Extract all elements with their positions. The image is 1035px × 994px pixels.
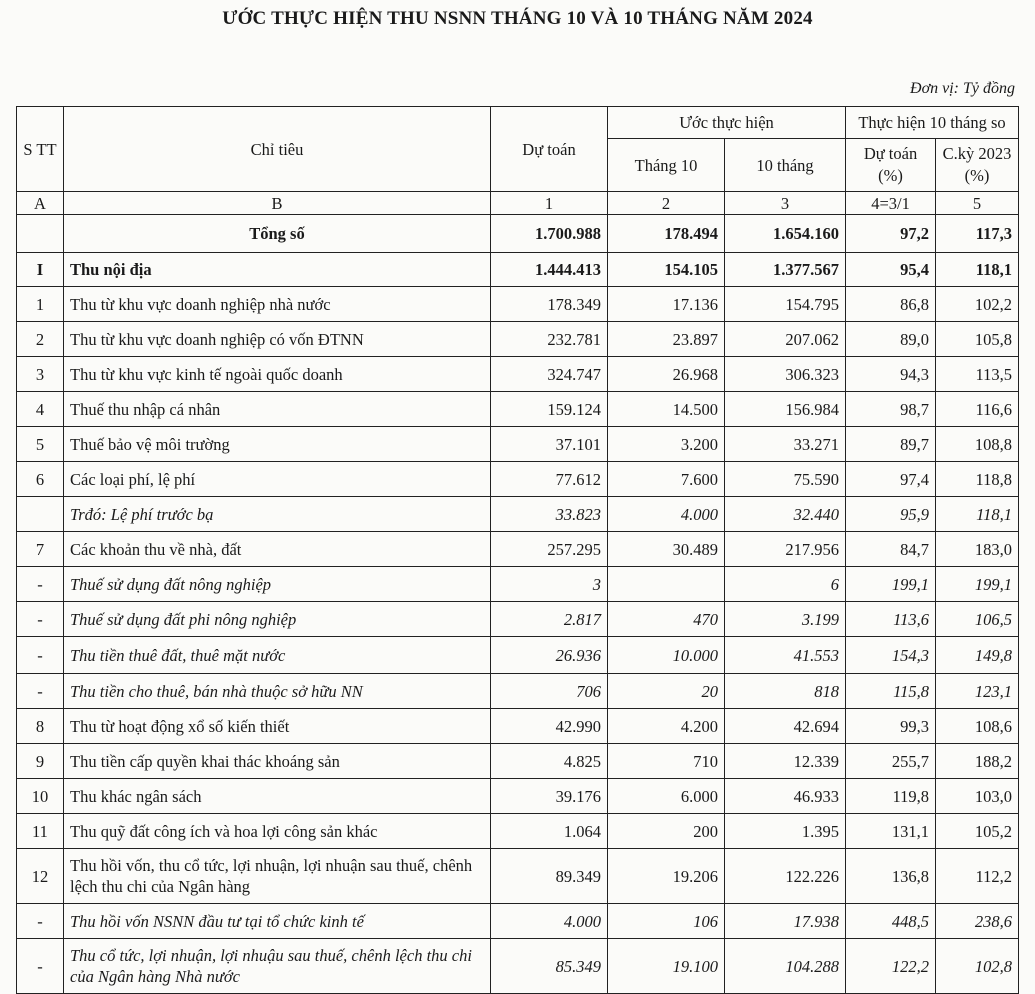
row-stt: 4 (17, 392, 64, 427)
row-thang-10: 3.200 (608, 427, 725, 462)
row-pct-du-toan: 255,7 (846, 744, 936, 779)
row-stt: - (17, 904, 64, 939)
row-pct-du-toan: 154,3 (846, 637, 936, 674)
row-pct-du-toan: 86,8 (846, 287, 936, 322)
row-stt: 6 (17, 462, 64, 497)
table-row (17, 215, 1019, 253)
row-10-thang: 217.956 (725, 532, 846, 567)
row-stt (17, 497, 64, 532)
row-name: Thu từ hoạt động xổ số kiến thiết (64, 709, 491, 744)
row-pct-du-toan: 99,3 (846, 709, 936, 744)
row-name: Thuế thu nhập cá nhân (64, 392, 491, 427)
row-10-thang: 207.062 (725, 322, 846, 357)
row-pct-cky: 123,1 (936, 674, 1019, 709)
row-pct-du-toan: 136,8 (846, 849, 936, 904)
row-du-toan: 1.444.413 (491, 253, 608, 287)
row-pct-du-toan: 84,7 (846, 532, 936, 567)
row-du-toan: 1.064 (491, 814, 608, 849)
row-name: Thu tiền thuê đất, thuê mặt nước (64, 637, 491, 674)
row-pct-du-toan: 113,6 (846, 602, 936, 637)
row-10-thang: 17.938 (725, 904, 846, 939)
row-thang-10: 6.000 (608, 779, 725, 814)
row-pct-du-toan: 448,5 (846, 904, 936, 939)
row-pct-cky: 108,6 (936, 709, 1019, 744)
row-10-thang: 46.933 (725, 779, 846, 814)
row-name: Thu từ khu vực doanh nghiệp có vốn ĐTNN (64, 322, 491, 357)
row-pct-du-toan: 119,8 (846, 779, 936, 814)
table-row (17, 253, 1019, 287)
row-du-toan: 33.823 (491, 497, 608, 532)
row-thang-10: 154.105 (608, 253, 725, 287)
header-10-thang: 10 tháng (725, 139, 846, 192)
row-10-thang: 1.377.567 (725, 253, 846, 287)
row-du-toan: 89.349 (491, 849, 608, 904)
row-pct-du-toan: 89,0 (846, 322, 936, 357)
row-pct-du-toan: 131,1 (846, 814, 936, 849)
row-10-thang: 33.271 (725, 427, 846, 462)
table-row (17, 904, 1019, 939)
table-row (17, 849, 1019, 904)
row-pct-cky: 238,6 (936, 904, 1019, 939)
table-row (17, 427, 1019, 462)
row-thang-10: 710 (608, 744, 725, 779)
row-10-thang: 122.226 (725, 849, 846, 904)
row-name: Thu cổ tức, lợi nhuận, lợi nhuậu sau thuế, chênh lệch thu chi của Ngân hàng Nhà nước (64, 939, 491, 994)
table-row (17, 392, 1019, 427)
table-row (17, 567, 1019, 602)
row-stt: 9 (17, 744, 64, 779)
row-thang-10: 106 (608, 904, 725, 939)
header-du-toan: Dự toán (491, 107, 608, 192)
row-stt (17, 215, 64, 253)
header-du-toan-pct: Dự toán (%) (846, 139, 936, 192)
row-stt: - (17, 602, 64, 637)
row-10-thang: 1.654.160 (725, 215, 846, 253)
row-thang-10: 23.897 (608, 322, 725, 357)
row-thang-10: 4.000 (608, 497, 725, 532)
row-thang-10: 10.000 (608, 637, 725, 674)
row-10-thang: 75.590 (725, 462, 846, 497)
row-name: Thuế sử dụng đất phi nông nghiệp (64, 602, 491, 637)
index-cell: 5 (936, 192, 1019, 215)
header-thuc-hien-so: Thực hiện 10 tháng so (846, 107, 1019, 139)
header-uoc-thuc-hien: Ước thực hiện (608, 107, 846, 139)
index-cell: 1 (491, 192, 608, 215)
index-cell: A (17, 192, 64, 215)
row-du-toan: 159.124 (491, 392, 608, 427)
row-name: Thuế bảo vệ môi trường (64, 427, 491, 462)
row-stt: 8 (17, 709, 64, 744)
index-cell: 3 (725, 192, 846, 215)
index-cell: B (64, 192, 491, 215)
row-name: Thu hồi vốn, thu cổ tức, lợi nhuận, lợi nhuận sau thuế, chênh lệch thu chi của Ngân hàng (64, 849, 491, 904)
row-thang-10: 17.136 (608, 287, 725, 322)
header-chi-tieu: Chỉ tiêu (64, 107, 491, 192)
table-row (17, 779, 1019, 814)
row-du-toan: 3 (491, 567, 608, 602)
row-thang-10: 178.494 (608, 215, 725, 253)
row-10-thang: 156.984 (725, 392, 846, 427)
row-du-toan: 4.000 (491, 904, 608, 939)
revenue-table (16, 106, 1019, 994)
unit-label: Đơn vị: Tỷ đồng (910, 80, 1015, 97)
row-name: Thuế sử dụng đất nông nghiệp (64, 567, 491, 602)
row-10-thang: 41.553 (725, 637, 846, 674)
table-row (17, 602, 1019, 637)
row-pct-cky: 108,8 (936, 427, 1019, 462)
row-name: Thu tiền cho thuê, bán nhà thuộc sở hữu NN (64, 674, 491, 709)
row-name: Tổng số (64, 215, 491, 253)
row-stt: 7 (17, 532, 64, 567)
row-stt: - (17, 637, 64, 674)
row-du-toan: 39.176 (491, 779, 608, 814)
row-name: Thu nội địa (64, 253, 491, 287)
row-pct-cky: 117,3 (936, 215, 1019, 253)
table-row (17, 744, 1019, 779)
row-10-thang: 1.395 (725, 814, 846, 849)
row-stt: - (17, 567, 64, 602)
row-pct-cky: 118,1 (936, 253, 1019, 287)
row-thang-10: 20 (608, 674, 725, 709)
row-stt: I (17, 253, 64, 287)
row-pct-du-toan: 95,4 (846, 253, 936, 287)
table-row (17, 939, 1019, 994)
row-pct-du-toan: 89,7 (846, 427, 936, 462)
row-10-thang: 154.795 (725, 287, 846, 322)
row-10-thang: 818 (725, 674, 846, 709)
row-name: Các khoản thu về nhà, đất (64, 532, 491, 567)
row-stt: - (17, 674, 64, 709)
row-pct-du-toan: 98,7 (846, 392, 936, 427)
row-name: Thu quỹ đất công ích và hoa lợi công sản khác (64, 814, 491, 849)
row-pct-cky: 118,1 (936, 497, 1019, 532)
row-du-toan: 706 (491, 674, 608, 709)
row-pct-cky: 102,2 (936, 287, 1019, 322)
row-stt: 12 (17, 849, 64, 904)
header-cky-pct: C.kỳ 2023 (%) (936, 139, 1019, 192)
row-10-thang: 306.323 (725, 357, 846, 392)
index-cell: 4=3/1 (846, 192, 936, 215)
row-thang-10: 7.600 (608, 462, 725, 497)
table-row (17, 287, 1019, 322)
row-name: Trđó: Lệ phí trước bạ (64, 497, 491, 532)
table-row (17, 497, 1019, 532)
row-pct-du-toan: 115,8 (846, 674, 936, 709)
row-thang-10: 4.200 (608, 709, 725, 744)
row-10-thang: 3.199 (725, 602, 846, 637)
table-row (17, 322, 1019, 357)
table-row (17, 674, 1019, 709)
row-name: Thu từ khu vực kinh tế ngoài quốc doanh (64, 357, 491, 392)
row-stt: 2 (17, 322, 64, 357)
row-du-toan: 1.700.988 (491, 215, 608, 253)
table-row (17, 462, 1019, 497)
row-stt: 1 (17, 287, 64, 322)
row-pct-du-toan: 199,1 (846, 567, 936, 602)
row-pct-cky: 106,5 (936, 602, 1019, 637)
row-pct-du-toan: 97,4 (846, 462, 936, 497)
row-stt: 10 (17, 779, 64, 814)
row-du-toan: 42.990 (491, 709, 608, 744)
row-thang-10: 14.500 (608, 392, 725, 427)
index-cell: 2 (608, 192, 725, 215)
row-pct-cky: 149,8 (936, 637, 1019, 674)
row-du-toan: 178.349 (491, 287, 608, 322)
header-thang-10: Tháng 10 (608, 139, 725, 192)
row-du-toan: 37.101 (491, 427, 608, 462)
row-stt: 5 (17, 427, 64, 462)
row-thang-10: 200 (608, 814, 725, 849)
row-thang-10 (608, 567, 725, 602)
row-name: Thu hồi vốn NSNN đầu tư tại tổ chức kinh tế (64, 904, 491, 939)
row-thang-10: 19.100 (608, 939, 725, 994)
row-10-thang: 32.440 (725, 497, 846, 532)
row-pct-cky: 112,2 (936, 849, 1019, 904)
row-du-toan: 2.817 (491, 602, 608, 637)
table-row (17, 709, 1019, 744)
row-du-toan: 26.936 (491, 637, 608, 674)
row-10-thang: 104.288 (725, 939, 846, 994)
row-pct-cky: 105,2 (936, 814, 1019, 849)
row-name: Thu khác ngân sách (64, 779, 491, 814)
row-pct-du-toan: 94,3 (846, 357, 936, 392)
row-pct-du-toan: 97,2 (846, 215, 936, 253)
table-row (17, 357, 1019, 392)
row-thang-10: 19.206 (608, 849, 725, 904)
row-pct-cky: 102,8 (936, 939, 1019, 994)
row-stt: - (17, 939, 64, 994)
row-du-toan: 85.349 (491, 939, 608, 994)
row-pct-cky: 116,6 (936, 392, 1019, 427)
row-thang-10: 26.968 (608, 357, 725, 392)
row-thang-10: 30.489 (608, 532, 725, 567)
row-stt: 11 (17, 814, 64, 849)
row-pct-cky: 103,0 (936, 779, 1019, 814)
row-pct-du-toan: 122,2 (846, 939, 936, 994)
row-10-thang: 12.339 (725, 744, 846, 779)
row-name: Thu từ khu vực doanh nghiệp nhà nước (64, 287, 491, 322)
row-name: Thu tiền cấp quyền khai thác khoáng sản (64, 744, 491, 779)
row-thang-10: 470 (608, 602, 725, 637)
row-10-thang: 42.694 (725, 709, 846, 744)
row-du-toan: 77.612 (491, 462, 608, 497)
table-row (17, 814, 1019, 849)
page-title: ƯỚC THỰC HIỆN THU NSNN THÁNG 10 VÀ 10 THÁNG NĂM 2024 (222, 8, 813, 29)
row-pct-cky: 105,8 (936, 322, 1019, 357)
table-row (17, 532, 1019, 567)
row-du-toan: 4.825 (491, 744, 608, 779)
row-du-toan: 324.747 (491, 357, 608, 392)
row-du-toan: 257.295 (491, 532, 608, 567)
row-pct-du-toan: 95,9 (846, 497, 936, 532)
row-pct-cky: 199,1 (936, 567, 1019, 602)
table-body (17, 215, 1019, 994)
table-row (17, 637, 1019, 674)
row-pct-cky: 113,5 (936, 357, 1019, 392)
row-name: Các loại phí, lệ phí (64, 462, 491, 497)
row-pct-cky: 188,2 (936, 744, 1019, 779)
row-pct-cky: 183,0 (936, 532, 1019, 567)
row-du-toan: 232.781 (491, 322, 608, 357)
row-10-thang: 6 (725, 567, 846, 602)
header-stt: S TT (17, 107, 64, 192)
row-pct-cky: 118,8 (936, 462, 1019, 497)
row-stt: 3 (17, 357, 64, 392)
